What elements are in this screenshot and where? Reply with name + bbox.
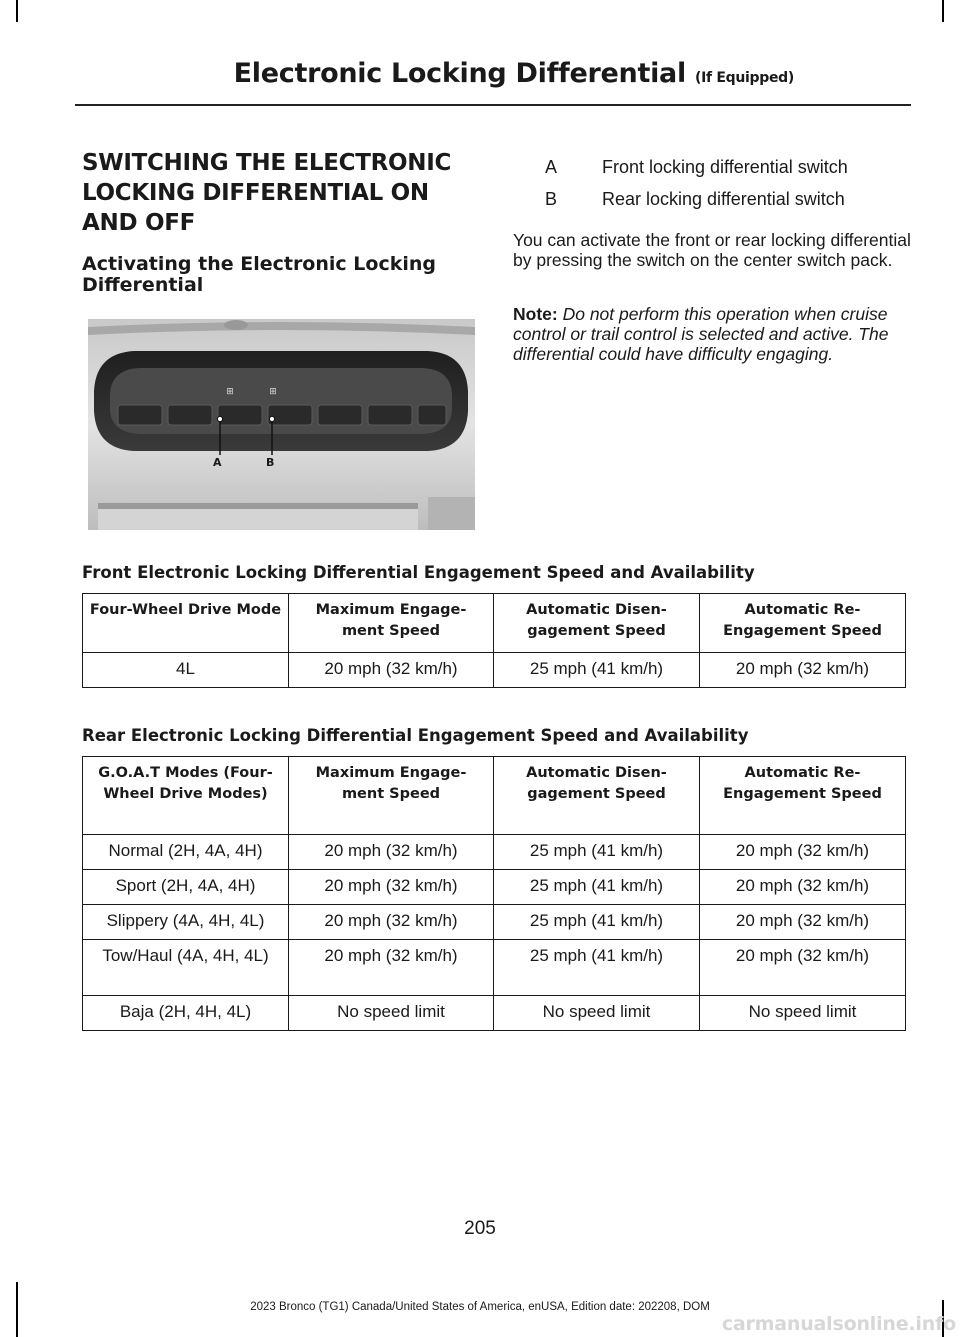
section-heading-line: AND OFF (82, 210, 196, 236)
header-divider (75, 104, 911, 106)
page-title-qualifier: (If Equipped) (695, 70, 794, 86)
body-paragraph: You can activate the front or rear locking differential by pressing the switch on the center switch pack. (513, 230, 911, 270)
callout-label-b: B (266, 456, 275, 469)
table-cell: 25 mph (41 km/h) (494, 653, 700, 688)
table-cell: 20 mph (32 km/h) (700, 653, 906, 688)
column-header: G.O.A.T Modes (Four-Wheel Drive Modes) (83, 757, 289, 835)
page-title (234, 58, 794, 89)
column-header: Four-Wheel Drive Mode (83, 594, 289, 653)
note-label: Note: (513, 304, 558, 324)
column-header: Automatic Disen-gagement Speed (494, 594, 700, 653)
key-item (545, 157, 925, 189)
table-row (83, 940, 906, 996)
table-row (83, 905, 906, 940)
table-cell: Sport (2H, 4A, 4H) (83, 870, 289, 905)
subsection-heading: Activating the Electronic Locking Differential (82, 253, 436, 296)
table-cell: 25 mph (41 km/h) (494, 905, 700, 940)
section-heading-line: LOCKING DIFFERENTIAL ON (82, 180, 429, 206)
page-title-main: Electronic Locking Differential (233, 58, 686, 89)
key-description: Rear locking differential switch (602, 189, 845, 209)
table-cell: 20 mph (32 km/h) (700, 940, 906, 996)
table-row (83, 653, 906, 688)
key-letter: B (545, 189, 558, 209)
key-item (545, 189, 925, 221)
note-paragraph (513, 304, 911, 364)
table-header-row (83, 594, 906, 653)
svg-text:⊞: ⊞ (226, 387, 234, 397)
table-cell: Slippery (4A, 4H, 4L) (83, 905, 289, 940)
table-cell: 4L (83, 653, 289, 688)
section-heading (82, 148, 482, 238)
table-row (83, 835, 906, 870)
table-cell: 25 mph (41 km/h) (494, 940, 700, 996)
watermark: carmanualsonline.info (721, 1313, 956, 1335)
table-cell: No speed limit (289, 996, 494, 1031)
table-cell: 20 mph (32 km/h) (700, 905, 906, 940)
table-cell: 25 mph (41 km/h) (494, 835, 700, 870)
svg-text:⊞: ⊞ (269, 387, 277, 397)
front-speed-table (82, 593, 906, 688)
page-number: 205 (464, 1218, 496, 1239)
page-footer: 2023 Bronco (TG1) Canada/United States of America, enUSA, Edition date: 202208, DOM (250, 1301, 710, 1313)
front-table-title: Front Electronic Locking Differential Engagement Speed and Availability (82, 563, 755, 582)
section-heading-line: SWITCHING THE ELECTRONIC (82, 150, 452, 176)
key-letter: A (545, 157, 558, 177)
callout-label-a: A (213, 456, 222, 469)
table-cell: No speed limit (700, 996, 906, 1031)
table-cell: Baja (2H, 4H, 4L) (83, 996, 289, 1031)
table-cell: Tow/Haul (4A, 4H, 4L) (83, 940, 289, 996)
table-cell: 20 mph (32 km/h) (289, 870, 494, 905)
column-header: Maximum Engage-ment Speed (289, 757, 494, 835)
column-header: Automatic Re-Engagement Speed (700, 757, 906, 835)
crop-mark (16, 0, 18, 22)
column-header: Automatic Disen-gagement Speed (494, 757, 700, 835)
table-row (83, 996, 906, 1031)
rear-table-title: Rear Electronic Locking Differential Engagement Speed and Availability (82, 726, 749, 745)
note-text: Do not perform this operation when cruise control or trail control is selected and active. The differential could have difficulty engaging. (513, 304, 889, 364)
table-cell: 20 mph (32 km/h) (289, 653, 494, 688)
table-cell: Normal (2H, 4A, 4H) (83, 835, 289, 870)
rear-speed-table (82, 756, 906, 1031)
table-header-row (83, 757, 906, 835)
center-switch-pack-illustration (88, 319, 475, 530)
table-cell: 20 mph (32 km/h) (700, 870, 906, 905)
crop-mark (942, 0, 944, 22)
figure-key-list (545, 157, 925, 221)
table-cell: 20 mph (32 km/h) (700, 835, 906, 870)
table-cell: 20 mph (32 km/h) (289, 835, 494, 870)
switch-pack-image (88, 319, 475, 530)
column-header: Automatic Re-Engagement Speed (700, 594, 906, 653)
table-cell: 20 mph (32 km/h) (289, 905, 494, 940)
table-cell: No speed limit (494, 996, 700, 1031)
table-cell: 20 mph (32 km/h) (289, 940, 494, 996)
column-header: Maximum Engage-ment Speed (289, 594, 494, 653)
table-row (83, 870, 906, 905)
table-cell: 25 mph (41 km/h) (494, 870, 700, 905)
key-description: Front locking differential switch (602, 157, 848, 177)
